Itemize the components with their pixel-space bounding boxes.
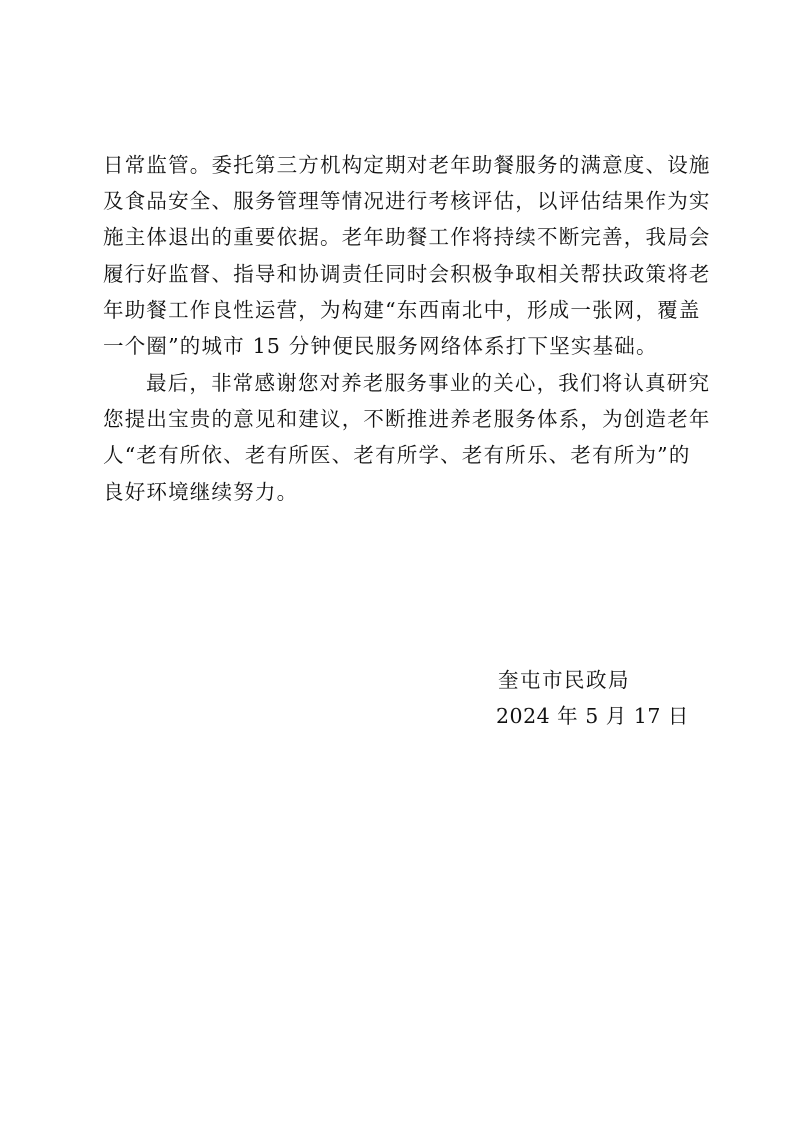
paragraph2-line-4: 良好环境继续努力。 (103, 480, 299, 504)
paragraph2-line-2: 您提出宝贵的意见和建议，不断推进养老服务体系，为创造老年 (103, 407, 711, 431)
paragraph2-line-3: 人“老有所依、老有所医、老有所学、老有所乐、老有所为”的 (103, 443, 691, 467)
paragraph1-line-4: 履行好监督、指导和协调责任同时会积极争取相关帮扶政策将老 (103, 262, 711, 286)
paragraph1-line-6: 一个圈”的城市 15 分钟便民服务网络体系打下坚实基础。 (103, 334, 658, 358)
paragraph1-line-2: 及食品安全、服务管理等情况进行考核评估，以评估结果作为实 (103, 189, 711, 213)
signature-date: 2024 年 5 月 17 日 (496, 704, 689, 728)
paragraph2-line-1: 最后，非常感谢您对养老服务事业的关心，我们将认真研究 (146, 371, 711, 395)
signature-organization: 奎屯市民政局 (498, 668, 630, 692)
paragraph1-line-1: 日常监管。委托第三方机构定期对老年助餐服务的满意度、设施 (103, 153, 711, 177)
paragraph1-line-5: 年助餐工作良性运营，为构建“东西南北中，形成一张网，覆盖 (103, 298, 701, 322)
paragraph1-line-3: 施主体退出的重要依据。老年助餐工作将持续不断完善，我局会 (103, 225, 711, 249)
